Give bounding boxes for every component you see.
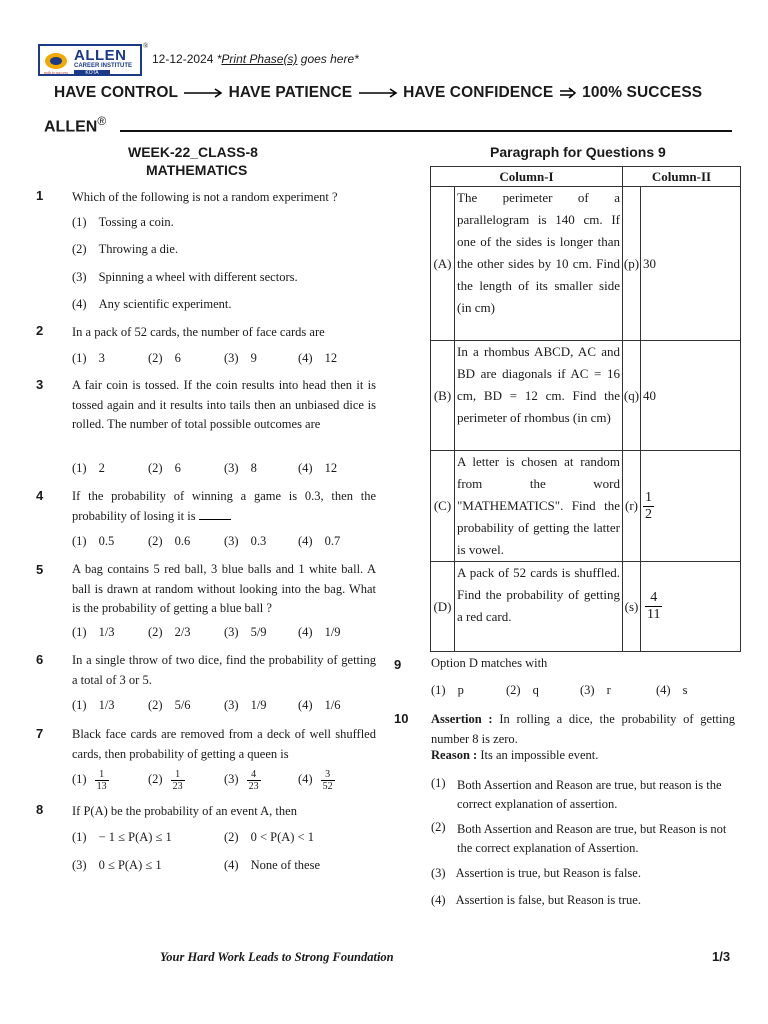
question-number: 9 — [394, 657, 402, 672]
fraction: $\frac{3}{52}$ — [322, 769, 333, 792]
option: (1) 1/3 — [72, 698, 115, 712]
reason: Reason : Its an impossible event. — [431, 748, 599, 762]
logo-text: ALLEN — [74, 47, 127, 64]
logo-subtitle: CAREER INSTITUTE — [74, 63, 133, 69]
brand-name: ALLEN® — [44, 114, 107, 136]
paragraph-title: Paragraph for Questions 9 — [490, 144, 666, 160]
table-header-row — [431, 167, 741, 187]
column-2-header: Column-II — [623, 167, 741, 187]
table-row: (A) The perimeter of a parallelogram is 140 cm. If one of the sides is longer than the other sides by 10 cm. Find the length of its smaller side (in cm) (p) 30 — [431, 187, 741, 341]
question-text: If the probability of winning a game is 0.3, then the probability of losing it is — [72, 489, 376, 523]
question-number: 8 — [36, 802, 44, 817]
table-row: (D) A pack of 52 cards is shuffled. Find the probability of getting a red card. (s) $\frac{4}{11}$ — [431, 562, 741, 652]
header-rule — [120, 130, 732, 132]
option: (1) p — [431, 683, 464, 697]
allen-logo — [38, 44, 142, 82]
question-text: If P(A) be the probability of an event A, then — [72, 804, 297, 818]
option: (4) $\frac{3}{52}$ — [298, 769, 333, 792]
option: (3) 0 ≤ P(A) ≤ 1 — [72, 858, 162, 872]
question-text: In a single throw of two dice, find the probability of getting a total of 3 or 5. — [72, 653, 376, 687]
question-number: 7 — [36, 726, 44, 741]
sheet-title — [128, 143, 258, 179]
option: (4) 12 — [298, 461, 338, 475]
option: (3) Spinning a wheel with different sectors. — [72, 270, 298, 284]
question-text: A bag contains 5 red ball, 3 blue balls and 1 white ball. A ball is drawn at random without looking into the bag. What is the probability of getting a blue ball ? — [72, 562, 376, 615]
option: (3) 0.3 — [224, 534, 267, 548]
question-number: 1 — [36, 188, 44, 203]
option: (2) q — [506, 683, 539, 697]
implies-arrow-icon — [558, 87, 578, 99]
option: (4) 1/9 — [298, 625, 341, 639]
motto: HAVE CONTROL HAVE PATIENCE HAVE CONFIDENCE 100% SUCCESS — [54, 84, 703, 101]
question-number: 5 — [36, 562, 44, 577]
registered-mark: ® — [143, 42, 149, 50]
option: (2) 2/3 — [148, 625, 191, 639]
table-row: (B) In a rhombus ABCD, AC and BD are diagonals if AC = 16 cm, BD = 12 cm. Find the perimeter of rhombus (in cm) (q) 40 — [431, 341, 741, 451]
option: (3) Assertion is true, but Reason is false. — [431, 866, 641, 880]
option: (1) 1/3 — [72, 625, 115, 639]
option: (3) $\frac{4}{23}$ — [224, 769, 259, 792]
option: (2) 0 < P(A) < 1 — [224, 830, 314, 844]
fraction: $\frac{4}{11}$ — [647, 590, 661, 622]
question-text: A fair coin is tossed. If the coin results into head then it is tossed again and it results into tails then an unbiased dice is rolled. The number of total possible outcomes are — [72, 378, 376, 431]
option: (3) r — [580, 683, 611, 697]
option: (4) Assertion is false, but Reason is true. — [431, 893, 641, 907]
option: (1) 2 — [72, 461, 105, 475]
option: (3) 8 — [224, 461, 257, 475]
option: (2) Throwing a die. — [72, 242, 179, 256]
option: (3) 5/9 — [224, 625, 267, 639]
option: (4) 1/6 — [298, 698, 341, 712]
option: (2) 0.6 — [148, 534, 191, 548]
option: (1) 0.5 — [72, 534, 115, 548]
question-text: In a pack of 52 cards, the number of face cards are — [72, 325, 325, 339]
logo-tagline: path to success — [44, 70, 68, 75]
option: (3) 1/9 — [224, 698, 267, 712]
question-text: Option D matches with — [431, 656, 548, 670]
option: (1) Both Assertion and Reason are true, but reason is the correct explanation of assertion. — [431, 776, 722, 811]
option: (1) Tossing a coin. — [72, 215, 174, 229]
fraction: $\frac{4}{23}$ — [248, 769, 259, 792]
question-number: 10 — [394, 711, 409, 726]
option: (4) 12 — [298, 351, 338, 365]
option: (4) Any scientific experiment. — [72, 297, 232, 311]
assertion: Assertion : In rolling a dice, the probability of getting number 8 is zero. — [431, 712, 735, 746]
footer-slogan: Your Hard Work Leads to Strong Foundation — [160, 950, 394, 964]
long-arrow-icon — [182, 88, 224, 98]
option: (4) s — [656, 683, 688, 697]
option: (3) 9 — [224, 351, 257, 365]
option: (4) 0.7 — [298, 534, 341, 548]
fraction: $\frac{1}{2}$ — [645, 489, 652, 522]
answer-blank — [199, 519, 231, 520]
page-number: 1/3 — [712, 949, 731, 964]
question-number: 6 — [36, 652, 44, 667]
question-number: 4 — [36, 488, 44, 503]
table-row: (C) A letter is chosen at random from the word "MATHEMATICS". Find the probability of getting the latter is vowel. (r) $\frac{1}{2}$ — [431, 451, 741, 562]
option: (2) Both Assertion and Reason are true, but Reason is not the correct explanation of Assertion. — [431, 820, 727, 855]
question-number: 3 — [36, 377, 44, 392]
print-line: 12-12-2024 *Print Phase(s) goes here* — [152, 52, 359, 66]
week-label: WEEK-22_CLASS-8 — [128, 144, 258, 160]
option: (4) None of these — [224, 858, 320, 872]
question-number: 2 — [36, 323, 44, 338]
match-table — [430, 166, 741, 652]
option: (2) 5/6 — [148, 698, 191, 712]
option: (2) 6 — [148, 351, 181, 365]
option: (1) − 1 ≤ P(A) ≤ 1 — [72, 830, 172, 844]
logo-city: KOTA (RAJASTHAN) — [75, 70, 109, 82]
column-1-header: Column-I — [431, 167, 623, 187]
option: (1) $\frac{1}{13}$ — [72, 769, 107, 792]
print-phase: Print Phase(s) — [221, 52, 298, 66]
date: 12-12-2024 — [152, 52, 214, 66]
fraction: $\frac{1}{23}$ — [172, 769, 183, 792]
long-arrow-icon — [357, 88, 399, 98]
option: (2) 6 — [148, 461, 181, 475]
question-text: Which of the following is not a random experiment ? — [72, 190, 338, 204]
fraction: $\frac{1}{13}$ — [96, 769, 107, 792]
allen-emblem-icon — [44, 51, 68, 71]
option: (2) $\frac{1}{23}$ — [148, 769, 183, 792]
option: (1) 3 — [72, 351, 105, 365]
question-text: Black face cards are removed from a deck of well shuffled cards, then probability of getting a queen is — [72, 727, 376, 761]
subject-label: MATHEMATICS — [146, 162, 248, 178]
